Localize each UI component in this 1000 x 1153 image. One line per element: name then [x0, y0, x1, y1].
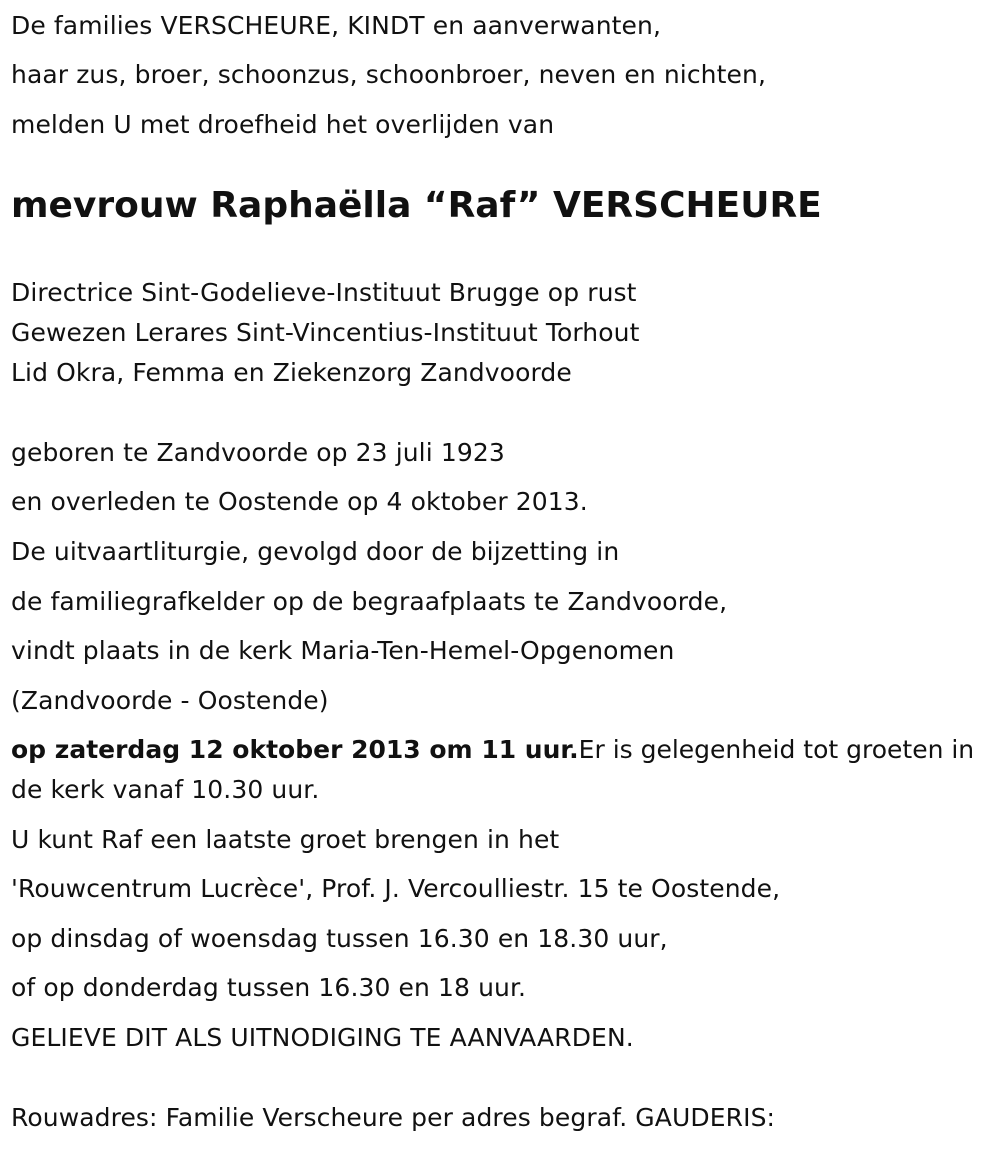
intro-line-families: De families VERSCHEURE, KINDT en aanverwanten,	[11, 11, 662, 40]
birth-line: geboren te Zandvoorde op 23 juli 1923	[11, 438, 505, 467]
deceased-name: mevrouw Raphaëlla “Raf” VERSCHEURE	[11, 185, 822, 226]
intro-line-relatives: haar zus, broer, schoonzus, schoonbroer, neven en nichten,	[11, 60, 766, 89]
service-time-rest: Er is gelegenheid tot groeten in	[578, 735, 975, 764]
visitation-line-2: 'Rouwcentrum Lucrèce', Prof. J. Vercoulliestr. 15 te Oostende,	[11, 874, 781, 903]
ceremony-line-3: vindt plaats in de kerk Maria-Ten-Hemel-Opgenomen	[11, 636, 675, 665]
service-time-continuation: de kerk vanaf 10.30 uur.	[11, 775, 320, 804]
service-time-bold: op zaterdag 12 oktober 2013 om 11 uur.	[11, 735, 579, 764]
title-line-membership: Lid Okra, Femma en Ziekenzorg Zandvoorde	[11, 358, 572, 387]
service-time-line	[11, 735, 974, 765]
death-line: en overleden te Oostende op 4 oktober 2013.	[11, 487, 588, 516]
visitation-line-1: U kunt Raf een laatste groet brengen in het	[11, 825, 560, 854]
ceremony-line-4: (Zandvoorde - Oostende)	[11, 686, 329, 715]
title-line-director: Directrice Sint-Godelieve-Instituut Brugge op rust	[11, 278, 637, 307]
intro-line-announcement: melden U met droefheid het overlijden van	[11, 110, 555, 139]
visitation-line-3: op dinsdag of woensdag tussen 16.30 en 18.30 uur,	[11, 924, 668, 953]
ceremony-line-2: de familiegrafkelder op de begraafplaats te Zandvoorde,	[11, 587, 728, 616]
condolence-address: Rouwadres: Familie Verscheure per adres begraf. GAUDERIS:	[11, 1103, 776, 1132]
title-line-teacher: Gewezen Lerares Sint-Vincentius-Instituut Torhout	[11, 318, 640, 347]
ceremony-line-1: De uitvaartliturgie, gevolgd door de bijzetting in	[11, 537, 620, 566]
invitation-notice: GELIEVE DIT ALS UITNODIGING TE AANVAARDEN.	[11, 1023, 634, 1052]
visitation-line-4: of op donderdag tussen 16.30 en 18 uur.	[11, 973, 527, 1002]
